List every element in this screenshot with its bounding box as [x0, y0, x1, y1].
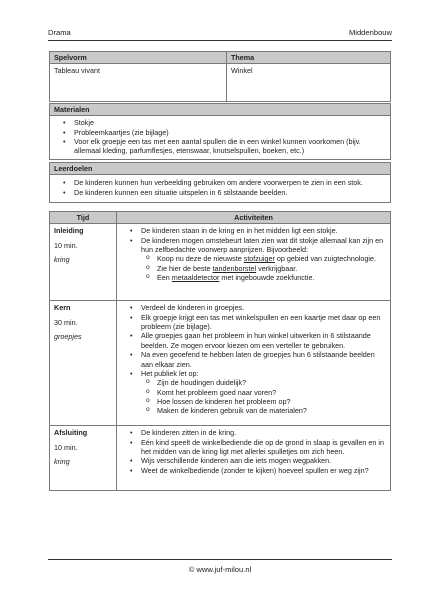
header-level: Middenbouw [348, 28, 392, 37]
schedule-table [49, 211, 391, 491]
page-header [48, 28, 392, 38]
materials-list [54, 118, 386, 155]
list-item: • Elk groepje krijgt een tas met winkelspullen en een kaartje met daar op een probleem (zie bijlage). [141, 313, 386, 332]
spelvorm-label: Spelvorm [50, 52, 227, 64]
col-header-tijd: Tijd [50, 212, 117, 224]
time-cell-kern [50, 301, 117, 426]
list-item: • Het publiek let op: o Zijn de houdingen duidelijk? o Komt het probleem goed naar voren? o Hoe lossen de kinderen het probleem op? o Maken de kinderen gebruik van de materialen? [141, 369, 386, 416]
list-item: • De kinderen staan in de kring en in het midden ligt een stokje. [141, 226, 386, 235]
example-item: o Koop nu deze de nieuwste stofzuiger op gebied van zuigtechnologie. [157, 254, 386, 263]
observation-item: o Hoe lossen de kinderen het probleem op? [157, 397, 386, 406]
header-subject: Drama [48, 28, 71, 37]
observation-item: o Komt het probleem goed naar voren? [157, 388, 386, 397]
phase-location: groepjes [54, 332, 82, 342]
list-item: • Na even geoefend te hebben laten de groepjes hun 6 stilstaande beelden aan elkaar zien. [141, 350, 386, 369]
example-item: o Een metaaldetector met ingebouwde zoekfunctie. [157, 273, 386, 282]
time-cell-afsluiting [50, 426, 117, 491]
phase-location: kring [54, 255, 70, 265]
footer-credit: © www.juf-milou.nl [188, 565, 252, 574]
list-item: • De kinderen mogen omstebeurt laten zien wat dit stokje allemaal kan zijn en hun zelfbedachte voorwerp aanprijzen. Bijvoorbeeld: o Koop nu deze de nieuwste stofzuiger op gebied van zuigtechnologie. o Zie hier de beste tandenborstel verkrijgbaar. o Een metaaldetector met ingebouwde zoekfunctie. [141, 236, 386, 283]
example-item: o Zie hier de beste tandenborstel verkrijgbaar. [157, 264, 386, 273]
phase-name: Kern [54, 303, 71, 313]
activities-cell-inleiding [117, 224, 391, 301]
phase-duration: 30 min. [54, 317, 78, 327]
goals-list [54, 178, 386, 197]
materials-table [49, 103, 391, 160]
observation-item: o Zijn de houdingen duidelijk? [157, 378, 386, 387]
header-rule [48, 40, 392, 41]
list-item: • Stokje [74, 118, 386, 127]
activities-cell-kern [117, 301, 391, 426]
materials-label: Materialen [50, 104, 391, 116]
table-row [50, 224, 391, 301]
activities-cell-afsluiting [117, 426, 391, 491]
phase-name: Inleiding [54, 226, 84, 236]
footer-rule [48, 559, 392, 560]
goals-table [49, 162, 391, 203]
list-item: • Alle groepjes gaan het probleem in hun winkel uitwerken in 6 stilstaande beelden. Ze mogen ervoor kiezen om een verteller te gebruiken. [141, 331, 386, 350]
time-cell-inleiding [50, 224, 117, 301]
spelvorm-value: Tableau vivant [50, 64, 227, 102]
phase-duration: 10 min. [54, 442, 78, 452]
list-item: • Weet de winkelbediende (zonder te kijken) hoeveel spullen er weg zijn? [141, 466, 386, 475]
list-item: • Verdeel de kinderen in groepjes. [141, 303, 386, 312]
table-row [50, 426, 391, 491]
goals-label: Leerdoelen [50, 163, 391, 175]
list-item: • Eén kind speelt de winkelbediende die op de grond in slaap is gevallen en in het midden van de kring ligt met allerlei spulletjes om zich heen. [141, 438, 386, 457]
info-table [49, 51, 391, 102]
phase-location: kring [54, 457, 70, 467]
list-item: • De kinderen kunnen een situatie uitspelen in 6 stilstaande beelden. [74, 188, 386, 197]
observation-item: o Maken de kinderen gebruik van de materialen? [157, 406, 386, 415]
phase-name: Afsluiting [54, 428, 88, 438]
thema-label: Thema [227, 52, 391, 64]
list-item: • Voor elk groepje een tas met een aantal spullen die in een winkel kunnen voorkomen (bijv. allemaal kleding, parfumflesjes, etenswaar, knutselspullen, boeken, etc.) [74, 137, 386, 156]
col-header-activiteiten: Activiteiten [117, 212, 391, 224]
phase-duration: 10 min. [54, 240, 78, 250]
list-item: • De kinderen zitten in de kring. [141, 428, 386, 437]
list-item: • Wijs verschillende kinderen aan die iets mogen wegpakken. [141, 456, 386, 465]
list-item: • Probleemkaartjes (zie bijlage) [74, 128, 386, 137]
table-row [50, 301, 391, 426]
list-item: • De kinderen kunnen hun verbeelding gebruiken om andere voorwerpen te zien in een stok. [74, 178, 386, 187]
thema-value: Winkel [227, 64, 391, 102]
